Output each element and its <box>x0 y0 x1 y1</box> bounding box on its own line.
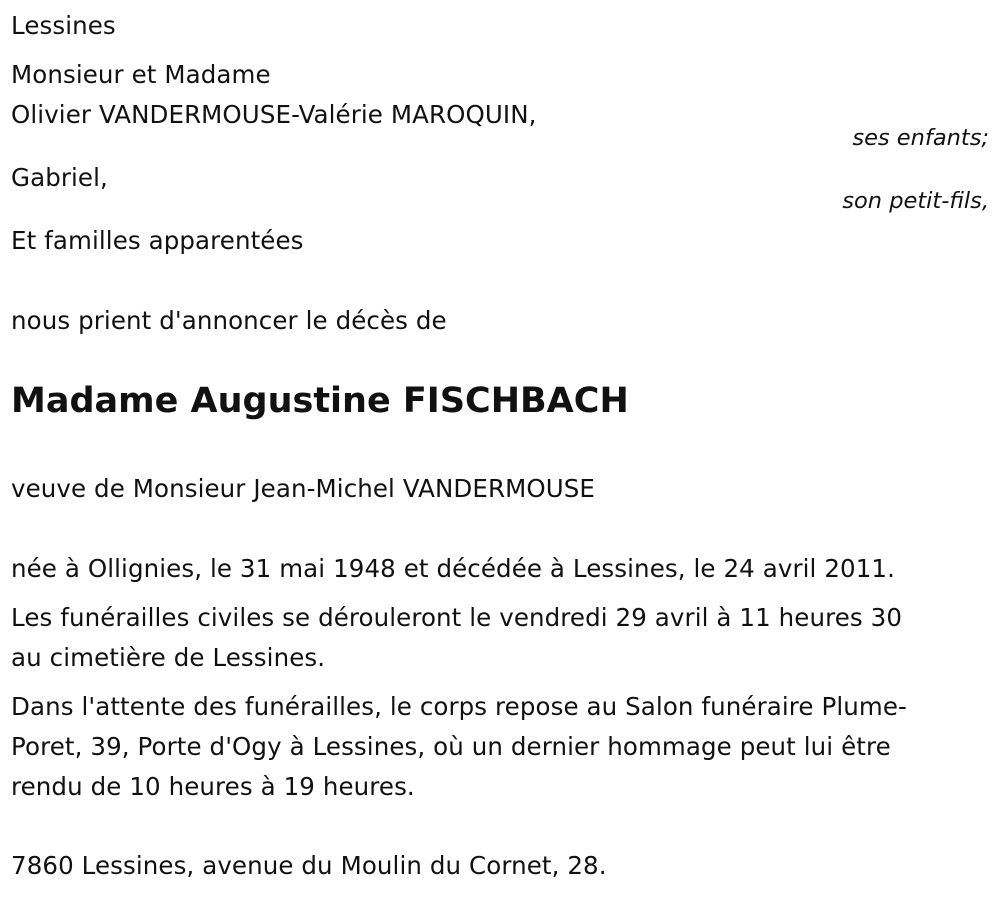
viewing-info-line1: Dans l'attente des funérailles, le corps repose au Salon funéraire Plume- <box>11 692 907 721</box>
place-name: Lessines <box>11 11 116 40</box>
parents-names: Olivier VANDERMOUSE-Valérie MAROQUIN, <box>11 100 537 129</box>
viewing-info-line3: rendu de 10 heures à 19 heures. <box>11 772 415 801</box>
announcement-text: nous prient d'annoncer le décès de <box>11 306 447 335</box>
children-role: ses enfants; <box>852 125 989 151</box>
viewing-info-line2: Poret, 39, Porte d'Ogy à Lessines, où un dernier hommage peut lui être <box>11 732 891 761</box>
funeral-info-line1: Les funérailles civiles se dérouleront le vendredi 29 avril à 11 heures 30 <box>11 603 903 632</box>
family-address: 7860 Lessines, avenue du Moulin du Cornet, 28. <box>11 851 607 880</box>
grandchild-name: Gabriel, <box>11 163 108 192</box>
widow-of: veuve de Monsieur Jean-Michel VANDERMOUSE <box>11 474 595 503</box>
related-families: Et familles apparentées <box>11 226 304 255</box>
parents-title: Monsieur et Madame <box>11 60 271 89</box>
funeral-info-line2: au cimetière de Lessines. <box>11 643 326 672</box>
grandchild-role: son petit-fils, <box>842 188 989 214</box>
deceased-name: Madame Augustine FISCHBACH <box>11 381 629 421</box>
birth-death-info: née à Ollignies, le 31 mai 1948 et décédée à Lessines, le 24 avril 2011. <box>11 554 895 583</box>
